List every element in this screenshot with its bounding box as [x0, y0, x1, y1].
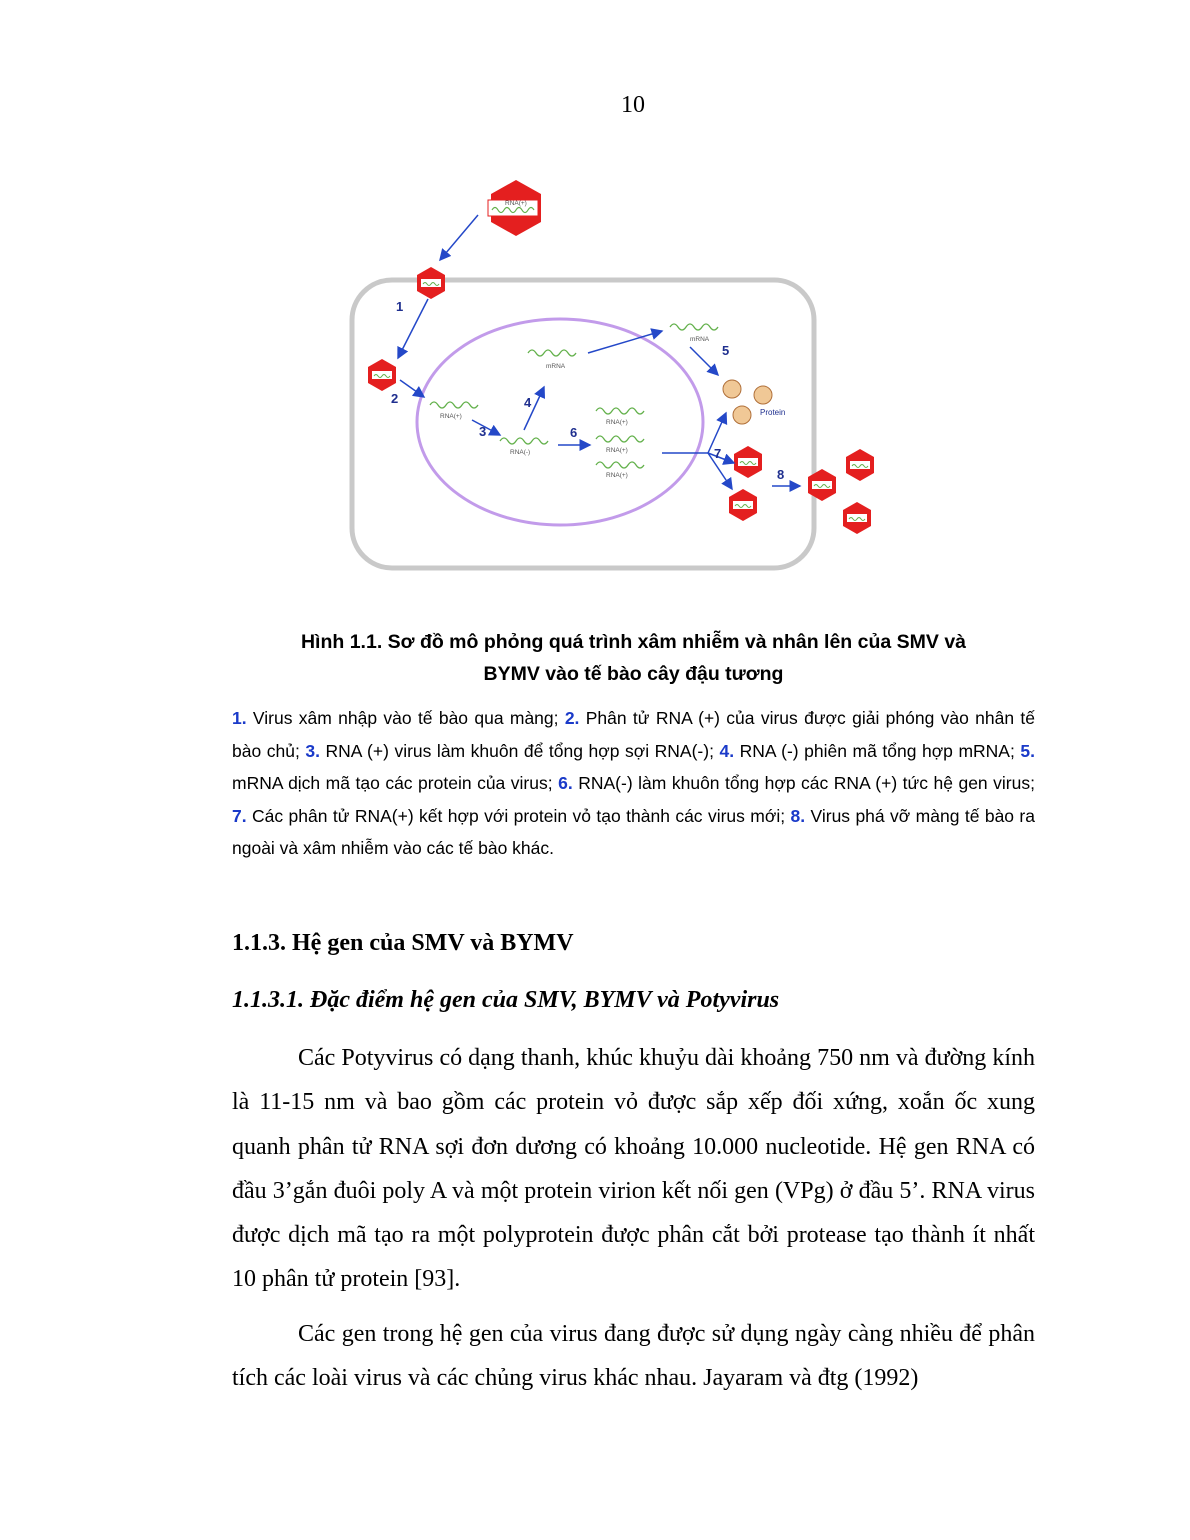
rna-strands: [430, 324, 718, 468]
arrow-entry: [440, 215, 478, 260]
virus-new-2: [729, 489, 757, 521]
subsection-heading: 1.1.3.1. Đặc điểm hệ gen của SMV, BYMV và Potyvirus: [232, 987, 780, 1013]
virus-replication-figure: [340, 175, 880, 585]
legend-text-8: Virus phá vỡ màng tế bào ra ngoài và xâm nhiễm vào các tế bào khác.: [232, 805, 1035, 858]
virion-rna-label: RNA(+): [505, 200, 527, 207]
paragraph-2: Các gen trong hệ gen của virus đang được sử dụng ngày càng nhiều để phân tích các loài virus và các chủng virus khác nhau. Jayaram và đtg (1992): [232, 1321, 1035, 1392]
rna-plus-label: RNA(+): [440, 413, 462, 420]
legend-text-7: Các phân tử RNA(+) kết hợp với protein vỏ tạo thành các virus mới;: [246, 805, 791, 826]
nucleus: [417, 319, 703, 525]
figure-legend: [232, 702, 1035, 865]
rna-minus-label: RNA(-): [510, 449, 531, 456]
caption-title-line-2: BYMV vào tế bào cây đậu tương: [483, 663, 784, 685]
legend-num-8: 8.: [790, 805, 806, 826]
legend-text-5: mRNA dịch mã tạo các protein của virus;: [232, 773, 559, 793]
caption-title-line-1: Hình 1.1. Sơ đồ mô phỏng quá trình xâm nhiễm và nhân lên của SMV và: [300, 631, 967, 653]
step-number-5: 5: [722, 343, 730, 358]
legend-num-4: 4.: [719, 740, 735, 761]
legend-num-5: 5.: [1020, 740, 1035, 761]
virus-entering: [417, 267, 445, 299]
virus-released-3: [843, 502, 871, 534]
virus-replication-diagram: [340, 175, 880, 585]
section-heading: 1.1.3. Hệ gen của SMV và BYMV: [232, 930, 574, 956]
legend-num-3: 3.: [305, 740, 320, 761]
legend-text-4: RNA (-) phiên mã tổng hợp mRNA;: [734, 740, 1021, 761]
legend-num-1: 1.: [232, 708, 247, 728]
virus-incoming: [488, 180, 541, 236]
arrow-step-2: [400, 380, 424, 397]
rna-plus-label-4: RNA(+): [606, 472, 628, 479]
step-number-4: 4: [524, 395, 532, 410]
virus-new-1: [734, 446, 762, 478]
protein-icons: [723, 380, 772, 424]
mrna-label-nucleus: mRNA: [546, 363, 566, 370]
step-number-7: 7: [714, 446, 722, 461]
legend-text-1: Virus xâm nhập vào tế bào qua màng;: [246, 708, 565, 728]
rna-plus-label-3: RNA(+): [606, 447, 628, 454]
legend-text-6: RNA(-) làm khuôn tổng hợp các RNA (+) tức hệ gen virus;: [572, 773, 1035, 793]
figure-caption-title: [232, 626, 1035, 690]
page-number: 10: [621, 92, 645, 118]
legend-num-6: 6.: [558, 773, 573, 793]
step-number-2: 2: [391, 391, 399, 406]
step-number-3: 3: [479, 424, 487, 439]
legend-text-3: RNA (+) virus làm khuôn để tổng hợp sợi RNA(-);: [319, 740, 720, 761]
step-number-1: 1: [396, 299, 404, 314]
virus-uncoating: [368, 359, 396, 391]
arrow-step-5: [690, 347, 718, 375]
paragraph-1: Các Potyvirus có dạng thanh, khúc khuỷu dài khoảng 750 nm và đường kính là 11-15 nm và bao gồm các protein vỏ được sắp xếp đối xứng, xoắn ốc xung quanh phân tử RNA sợi đơn dương có khoảng 10.000 nucleotide. Hệ gen RNA có đầu 3’gắn đuôi poly A và một protein virion kết nối gen (VPg) ở đầu 5’. RNA virus được dịch mã tạo ra một polyprotein được phân cắt bởi protease tạo thành ít nhất 10 phân tử protein [93].: [232, 1045, 1035, 1293]
step-number-8: 8: [777, 467, 785, 482]
legend-text-2: Phân tử RNA (+) của virus được giải phóng vào nhân tế bào chủ;: [232, 708, 1035, 761]
mrna-label-cytoplasm: mRNA: [690, 336, 710, 343]
legend-num-2: 2.: [564, 708, 580, 728]
protein-label: Protein: [760, 408, 786, 417]
step-number-6: 6: [570, 425, 578, 440]
legend-num-7: 7.: [232, 805, 247, 826]
virus-released-2: [846, 449, 874, 481]
rna-plus-label-2: RNA(+): [606, 419, 628, 426]
